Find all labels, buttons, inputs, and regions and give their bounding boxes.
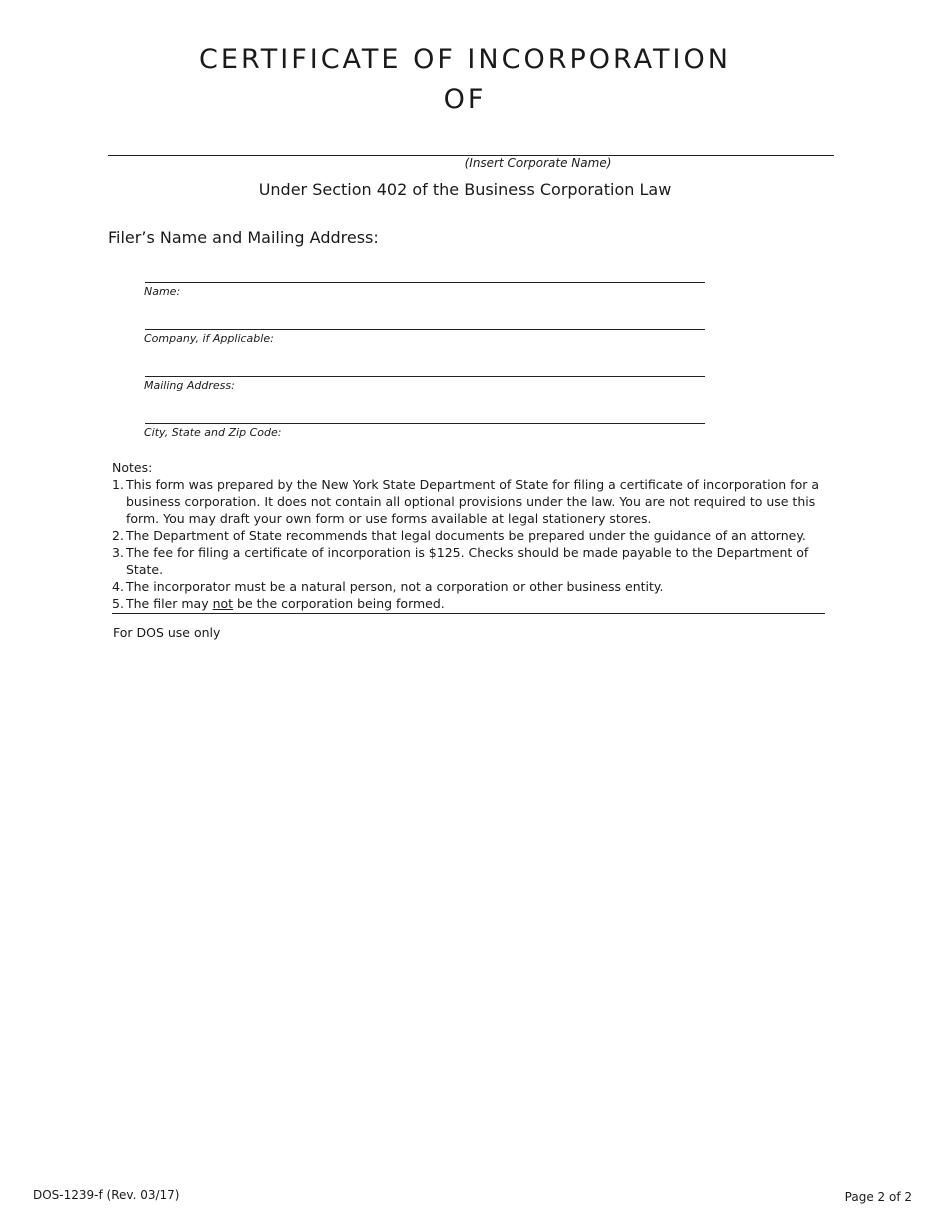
- page-number: Page 2 of 2: [844, 1190, 912, 1204]
- document-title-of: OF: [443, 84, 487, 115]
- mailing-address-field[interactable]: [145, 376, 705, 377]
- notes-section: [112, 459, 832, 612]
- form-id: DOS-1239-f (Rev. 03/17): [33, 1188, 180, 1202]
- note-item: 3. The fee for filing a certificate of incorporation is $125. Checks should be made payable to the Department of State.: [112, 545, 809, 577]
- company-field-label: Company, if Applicable:: [144, 332, 274, 345]
- corporate-name-hint: (Insert Corporate Name): [464, 156, 612, 170]
- section-line: Under Section 402 of the Business Corporation Law: [258, 180, 672, 199]
- company-field[interactable]: [145, 329, 705, 330]
- note-item: 1. This form was prepared by the New York State Department of State for filing a certificate of incorporation for a business corporation. It does not contain all optional provisions under the law. You are not required to use this form. You may draft your own form or use forms available at legal stationery stores.: [112, 477, 819, 526]
- mailing-address-field-label: Mailing Address:: [144, 379, 235, 392]
- city-state-zip-field[interactable]: [145, 423, 705, 424]
- name-field[interactable]: [145, 282, 705, 283]
- notes-list: [112, 476, 832, 612]
- note-item: 2. The Department of State recommends that legal documents be prepared under the guidance of an attorney.: [112, 528, 806, 543]
- note-item: 5. The filer may not be the corporation being formed.: [112, 596, 445, 611]
- emphasis-not: not: [212, 596, 234, 611]
- note-item: 4. The incorporator must be a natural person, not a corporation or other business entity.: [112, 579, 664, 594]
- name-field-label: Name:: [144, 285, 181, 298]
- notes-heading: Notes:: [112, 460, 153, 475]
- city-state-zip-field-label: City, State and Zip Code:: [144, 426, 282, 439]
- document-title: CERTIFICATE OF INCORPORATION: [199, 44, 731, 75]
- dos-use-only-label: For DOS use only: [113, 625, 221, 640]
- filer-heading: Filer’s Name and Mailing Address:: [108, 228, 379, 247]
- dos-divider: [112, 613, 825, 614]
